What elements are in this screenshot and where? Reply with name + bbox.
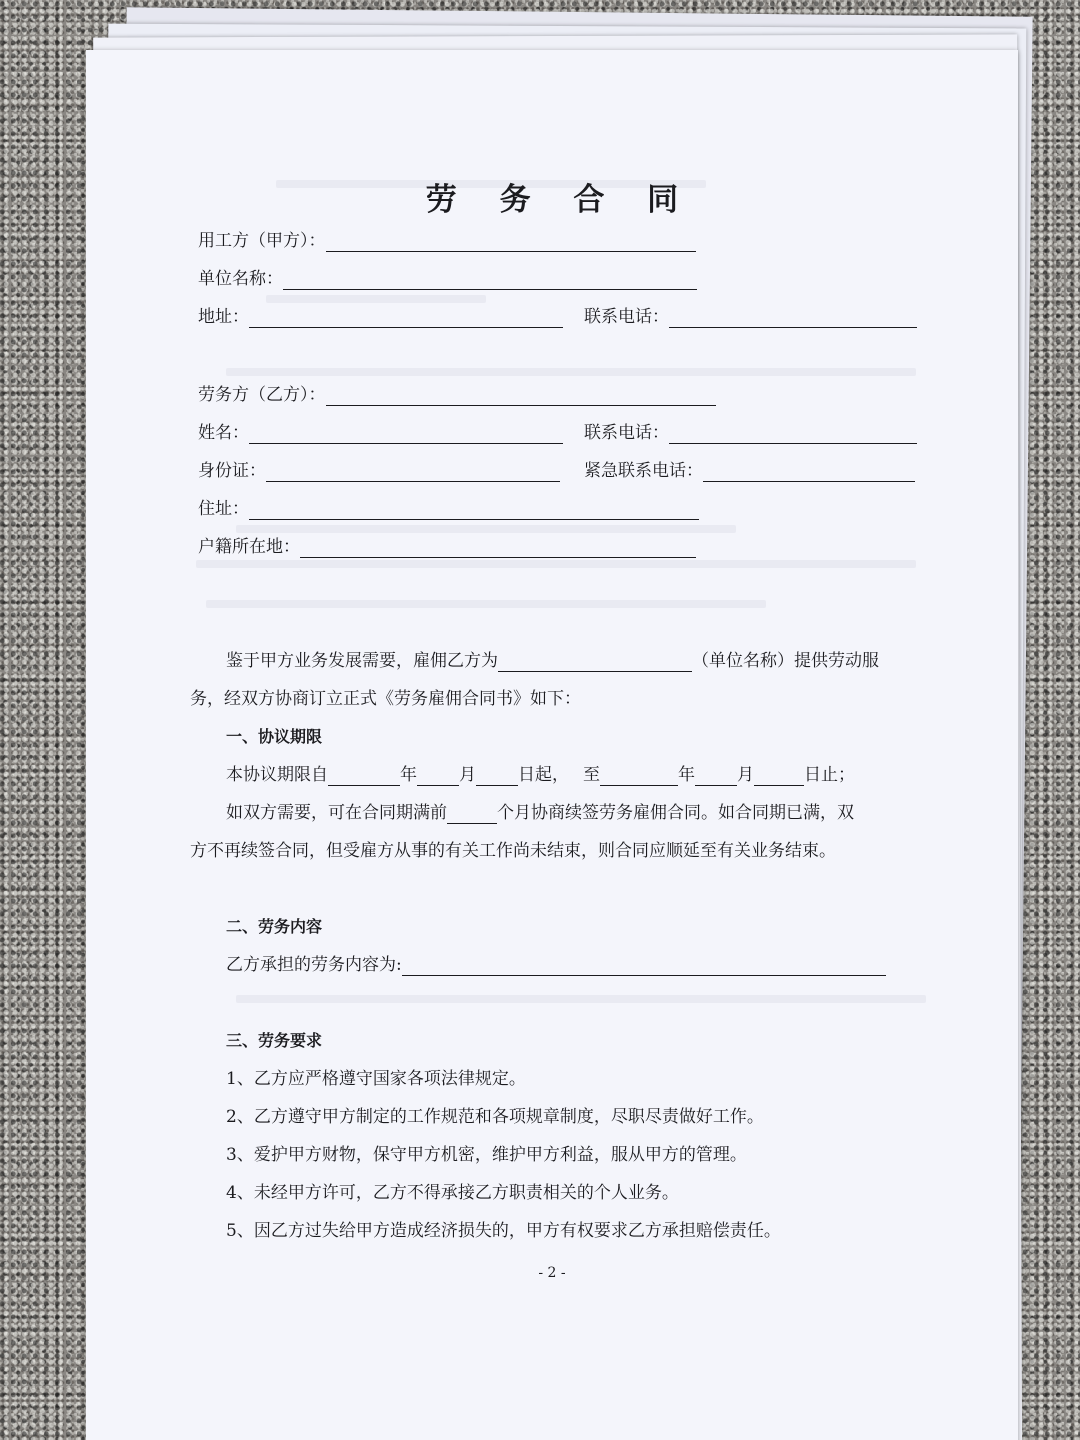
start-month-label: 月 (459, 765, 476, 785)
bleed-through (196, 560, 916, 568)
term-line (226, 764, 855, 786)
end-day-blank[interactable] (754, 769, 804, 786)
residence-blank[interactable] (249, 503, 699, 520)
party-b-phone-label: 联系电话： (584, 423, 669, 443)
party-a-address-blank[interactable] (249, 311, 563, 328)
start-day-blank[interactable] (476, 769, 518, 786)
hukou-label: 户籍所在地： (198, 537, 300, 557)
requirement-item-1: 1、乙方应严格遵守国家各项法律规定。 (226, 1069, 526, 1089)
service-content-label: 乙方承担的劳务内容为: (226, 955, 402, 975)
requirement-item-4: 4、未经甲方许可，乙方不得承接乙方职责相关的个人业务。 (226, 1183, 679, 1203)
end-day-label: 日止； (804, 765, 855, 785)
party-a-field (198, 230, 696, 252)
company-name-label: 单位名称： (198, 269, 283, 289)
id-card-blank[interactable] (266, 465, 560, 482)
party-b-phone-blank[interactable] (669, 427, 917, 444)
intro-text-start: 鉴于甲方业务发展需要，雇佣乙方为 (226, 651, 498, 671)
hukou-blank[interactable] (300, 541, 696, 558)
residence-label: 住址： (198, 499, 249, 519)
start-year-blank[interactable] (328, 769, 400, 786)
party-b-name-label: 姓名： (198, 423, 249, 443)
party-a-phone-field (584, 306, 917, 328)
intro-line-2: 务，经双方协商订立正式《劳务雇佣合同书》如下： (190, 689, 581, 709)
bleed-through (236, 525, 736, 533)
party-a-blank[interactable] (326, 235, 696, 252)
employer-unit-blank[interactable] (498, 655, 692, 672)
end-month-label: 月 (737, 765, 754, 785)
intro-text-end: （单位名称）提供劳动服 (692, 651, 879, 671)
party-a-phone-blank[interactable] (669, 311, 917, 328)
start-year-label: 年 (400, 765, 417, 785)
hukou-field (198, 536, 696, 558)
party-a-label: 用工方（甲方）： (198, 231, 326, 251)
end-year-label: 年 (678, 765, 695, 785)
bleed-through (226, 368, 916, 376)
renew-suffix: 个月协商续签劳务雇佣合同。如合同期已满，双 (497, 803, 854, 823)
requirement-item-5: 5、因乙方过失给甲方造成经济损失的，甲方有权要求乙方承担赔偿责任。 (226, 1221, 781, 1241)
id-card-field (198, 460, 560, 482)
start-day-label: 日起， (518, 765, 569, 785)
company-name-blank[interactable] (283, 273, 697, 290)
contract-page (86, 50, 1018, 1440)
term-prefix: 本协议期限自 (226, 765, 328, 785)
term-to: 至 (583, 765, 600, 785)
renew-prefix: 如双方需要，可在合同期满前 (226, 803, 447, 823)
party-a-address-field (198, 306, 563, 328)
id-card-label: 身份证： (198, 461, 266, 481)
start-month-blank[interactable] (417, 769, 459, 786)
company-name-field (198, 268, 697, 290)
renew-months-blank[interactable] (447, 807, 497, 824)
party-a-address-label: 地址： (198, 307, 249, 327)
section-3-heading: 三、劳务要求 (226, 1031, 323, 1050)
section-1-heading: 一、协议期限 (226, 727, 323, 746)
requirement-item-2: 2、乙方遵守甲方制定的工作规范和各项规章制度，尽职尽责做好工作。 (226, 1107, 764, 1127)
renew-line-1 (226, 802, 854, 824)
bleed-through (236, 995, 926, 1003)
section-2-heading: 二、劳务内容 (226, 917, 323, 936)
intro-line-1 (226, 650, 879, 672)
bleed-through (266, 295, 486, 303)
emergency-phone-field (584, 460, 915, 482)
party-b-name-field (198, 422, 563, 444)
residence-field (198, 498, 699, 520)
party-b-field (198, 384, 716, 406)
end-year-blank[interactable] (600, 769, 678, 786)
end-month-blank[interactable] (695, 769, 737, 786)
contract-title: 劳 务 合 同 (425, 182, 695, 218)
service-content-field (226, 954, 886, 976)
party-a-phone-label: 联系电话： (584, 307, 669, 327)
requirement-item-3: 3、爱护甲方财物，保守甲方机密，维护甲方利益，服从甲方的管理。 (226, 1145, 747, 1165)
renew-line-2: 方不再续签合同，但受雇方从事的有关工作尚未结束，则合同应顺延至有关业务结束。 (190, 841, 836, 861)
bleed-through (206, 600, 766, 608)
party-b-label: 劳务方（乙方）： (198, 385, 326, 405)
party-b-phone-field (584, 422, 917, 444)
party-b-blank[interactable] (326, 389, 716, 406)
service-content-blank[interactable] (402, 959, 886, 976)
page-number: - 2 - (538, 1265, 566, 1281)
emergency-phone-label: 紧急联系电话： (584, 461, 703, 481)
emergency-phone-blank[interactable] (703, 465, 915, 482)
party-b-name-blank[interactable] (249, 427, 563, 444)
